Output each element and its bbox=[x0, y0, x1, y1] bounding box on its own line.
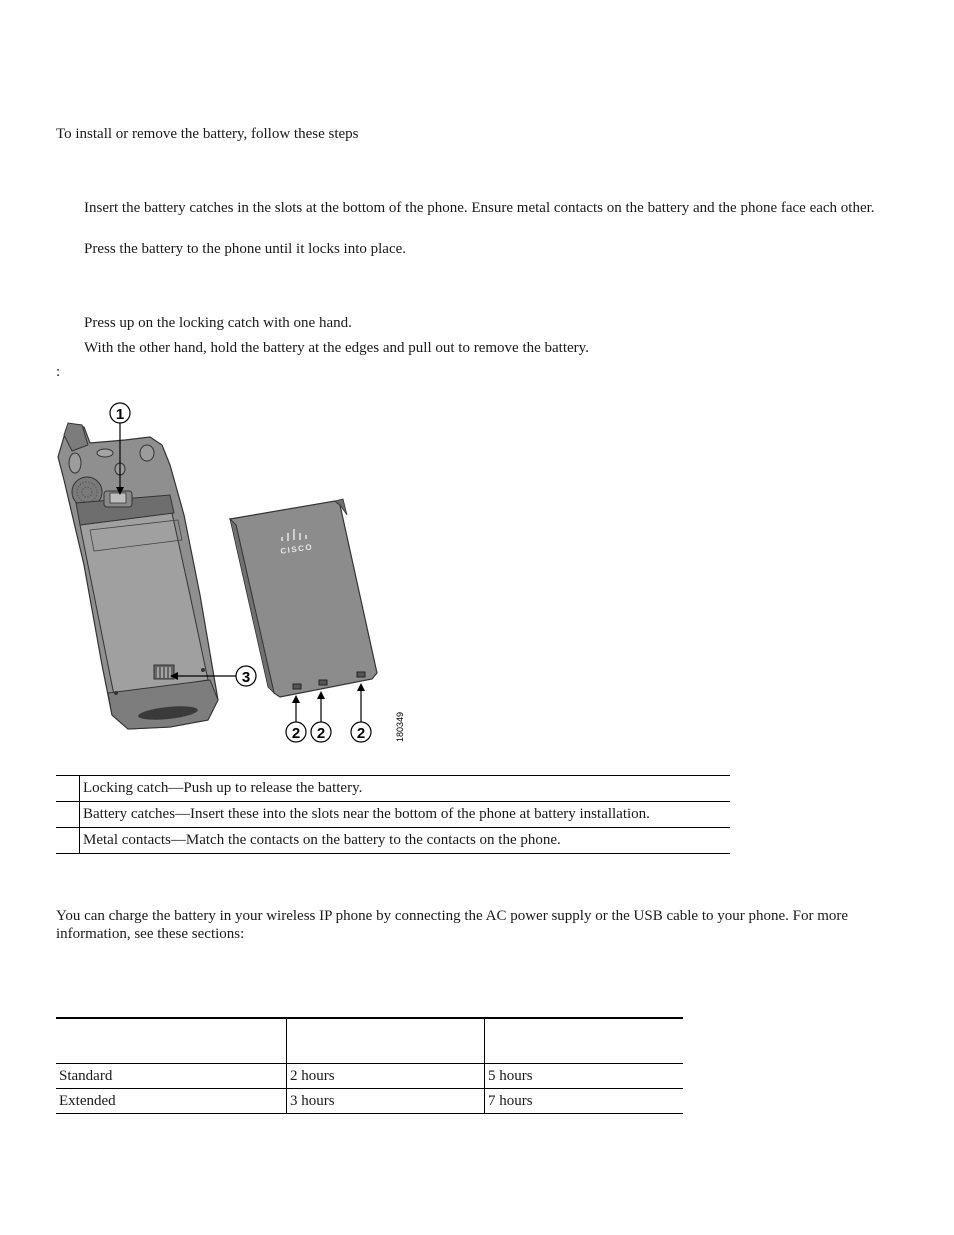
column-header bbox=[485, 1018, 684, 1064]
table-cell: 7 hours bbox=[485, 1089, 684, 1114]
cisco-logo-text: CISCO bbox=[279, 542, 314, 556]
callout-2c: 2 bbox=[356, 725, 366, 742]
callout-2b: 2 bbox=[316, 725, 326, 742]
callout-1: 1 bbox=[115, 406, 125, 423]
phone-illustration bbox=[58, 423, 218, 729]
legend-text: Metal contacts—Match the contacts on the battery to the contacts on the phone. bbox=[80, 828, 731, 854]
column-header bbox=[287, 1018, 485, 1064]
remove-step-1: Press up on the locking catch with one hand. bbox=[84, 315, 352, 331]
install-step-1: Insert the battery catches in the slots at the bottom of the phone. Ensure metal contacts on the battery and the phone face each other. bbox=[84, 200, 875, 216]
remove-step-2: With the other hand, hold the battery at the edges and pull out to remove the battery. bbox=[84, 340, 589, 356]
charging-paragraph: You can charge the battery in your wireless IP phone by connecting the AC power supply or the USB cable to your phone. For more information, see these sections: bbox=[56, 908, 849, 942]
charging-time-table bbox=[56, 1017, 683, 1114]
table-header-row bbox=[56, 1018, 683, 1064]
callout-2a: 2 bbox=[291, 725, 301, 742]
legend-number bbox=[56, 828, 80, 854]
table-cell: 3 hours bbox=[287, 1089, 485, 1114]
legend-text: Locking catch—Push up to release the battery. bbox=[80, 776, 731, 802]
table-row bbox=[56, 1089, 683, 1114]
battery-illustration bbox=[50, 395, 420, 750]
legend-row bbox=[56, 828, 730, 854]
column-header bbox=[56, 1018, 287, 1064]
legend-text: Battery catches—Insert these into the slots near the bottom of the phone at battery installation. bbox=[80, 802, 731, 828]
figure-caption-colon: : bbox=[56, 364, 61, 380]
callout-legend-table bbox=[56, 775, 730, 854]
table-cell: 5 hours bbox=[485, 1064, 684, 1089]
table-cell: Extended bbox=[56, 1089, 287, 1114]
legend-row bbox=[56, 802, 730, 828]
callout-3: 3 bbox=[241, 669, 251, 686]
legend-number bbox=[56, 776, 80, 802]
legend-number bbox=[56, 802, 80, 828]
install-step-2: Press the battery to the phone until it locks into place. bbox=[84, 241, 407, 257]
figure-id: 180349 bbox=[395, 711, 405, 742]
table-cell: 2 hours bbox=[287, 1064, 485, 1089]
legend-row bbox=[56, 776, 730, 802]
table-row bbox=[56, 1064, 683, 1089]
table-cell: Standard bbox=[56, 1064, 287, 1089]
intro-text: To install or remove the battery, follow these steps bbox=[56, 126, 359, 142]
